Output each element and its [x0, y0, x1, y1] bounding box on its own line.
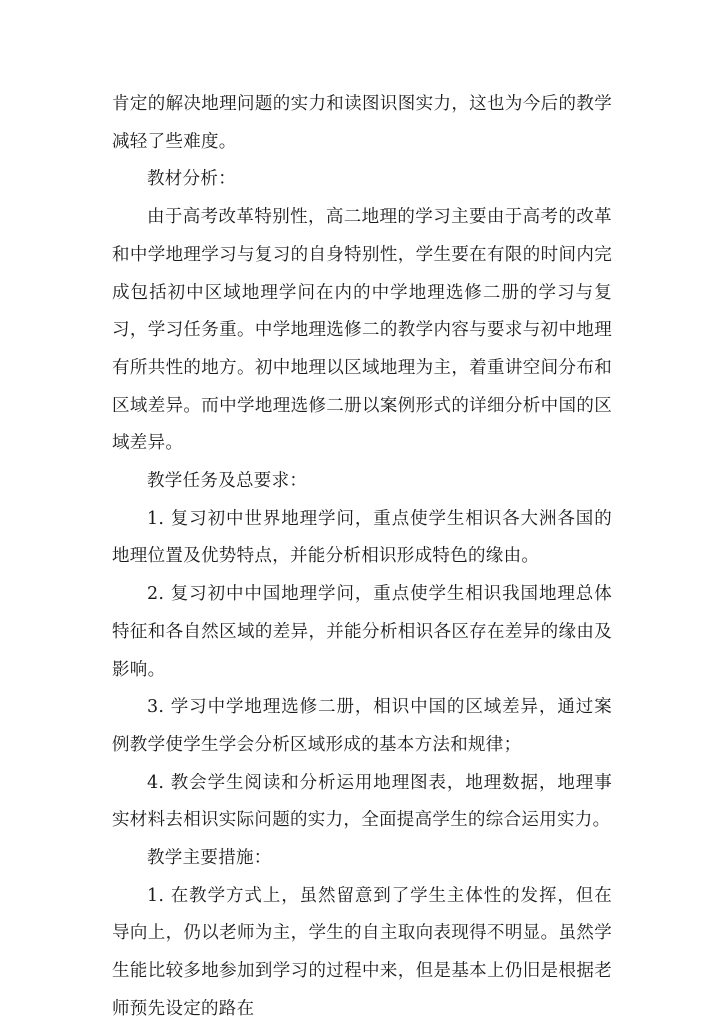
- list-item-task-4: 4. 教会学生阅读和分析运用地理图表，地理数据，地理事实材料去相识实际问题的实力，全面提高学生的综合运用实力。: [112, 772, 612, 831]
- heading-textbook-analysis: 教材分析：: [147, 169, 236, 190]
- paragraph-continuation: 肯定的解决地理问题的实力和读图识图实力，这也为今后的教学减轻了些难度。: [112, 94, 612, 152]
- list-item-task-2: 2. 复习初中中国地理学问，重点使学生相识我国地理总体特征和各自然区域的差异，并能分析相识各区存在差异的缘由及影响。: [112, 584, 612, 680]
- list-item-measure-1: 1. 在教学方式上，虽然留意到了学生主体性的发挥，但在导向上，仍以老师为主，学生的自主取向表现得不明显。虽然学生能比较多地参加到学习的过程中来，但是基本上仍旧是根据老师预先设定的路在: [112, 885, 612, 1019]
- list-item-task-1: 1. 复习初中世界地理学问，重点使学生相识各大洲各国的地理位置及优势特点，并能分析相识形成特色的缘由。: [112, 508, 612, 567]
- document-body: [112, 86, 612, 1029]
- paragraph-textbook-analysis: 由于高考改革特别性，高二地理的学习主要由于高考的改革和中学地理学习与复习的自身特别性，学生要在有限的时间内完成包括初中区域地理学问在内的中学地理选修二册的学习与复习，学习任务重。中学地理选修二的教学内容与要求与初中地理有所共性的地方。初中地理以区域地理为主，着重讲空间分布和区域差异。而中学地理选修二册以案例形式的详细分析中国的区域差异。: [112, 207, 612, 454]
- heading-teaching-measures: 教学主要措施：: [147, 848, 272, 869]
- heading-teaching-tasks: 教学任务及总要求：: [147, 471, 308, 492]
- list-item-task-3: 3. 学习中学地理选修二册，相识中国的区域差异，通过案例教学使学生学会分析区域形成的基本方法和规律；: [112, 697, 612, 755]
